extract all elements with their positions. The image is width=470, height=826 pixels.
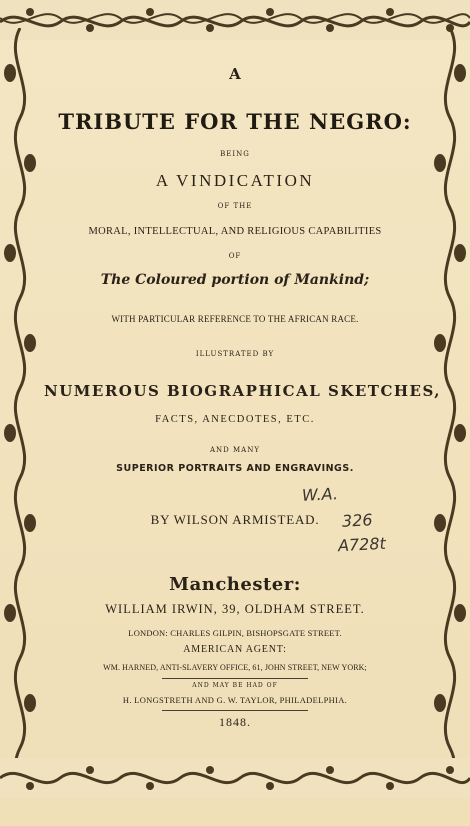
capabilities-line: MORAL, INTELLECTUAL, AND RELIGIOUS CAPABILITIES: [88, 226, 382, 237]
author-line: BY WILSON ARMISTEAD.: [150, 512, 320, 527]
publication-year: 1848.: [219, 715, 251, 729]
right-vine-border: [430, 28, 470, 780]
facts-line: FACTS, ANECDOTES, ETC.: [155, 414, 315, 425]
top-vine-border: [0, 0, 470, 40]
main-title: TRIBUTE FOR THE NEGRO:: [58, 109, 412, 134]
portraits-line: SUPERIOR PORTRAITS AND ENGRAVINGS.: [116, 463, 354, 474]
vindication-line: A VINDICATION: [155, 171, 315, 190]
imprint-london: LONDON: CHARLES GILPIN, BISHOPSGATE STREET.: [128, 628, 342, 638]
page-bottom-margin: [0, 798, 470, 826]
title-article: A: [229, 65, 241, 83]
divider-rule: [162, 710, 308, 711]
coloured-portion-line: The Coloured portion of Mankind;: [100, 272, 370, 288]
imprint-city: Manchester:: [169, 574, 301, 595]
american-agent-heading: AMERICAN AGENT:: [183, 644, 287, 655]
may-be-had-line: AND MAY BE HAD OF: [192, 682, 278, 689]
handwritten-note: A728t: [337, 533, 387, 556]
handwritten-note: 326: [341, 510, 374, 531]
imprint-publisher: WILLIAM IRWIN, 39, OLDHAM STREET.: [105, 602, 365, 616]
title-content: [44, 40, 442, 780]
handwritten-note: W.A.: [301, 484, 339, 505]
sketches-line: NUMEROUS BIOGRAPHICAL SKETCHES,: [44, 382, 442, 400]
divider-rule: [162, 678, 308, 679]
of-line: OF: [228, 252, 242, 260]
of-the-line: OF THE: [217, 202, 253, 210]
left-vine-border: [0, 28, 40, 780]
illustrated-by-line: ILLUSTRATED BY: [195, 350, 275, 358]
philadelphia-line: H. LONGSTRETH AND G. W. TAYLOR, PHILADELPHIA.: [122, 695, 348, 705]
and-many-line: AND MANY: [210, 446, 260, 454]
being-line: BEING: [220, 150, 250, 158]
particular-reference-line: WITH PARTICULAR REFERENCE TO THE AFRICAN RACE.: [111, 314, 359, 324]
american-agent-line: WM. HARNED, ANTI-SLAVERY OFFICE, 61, JOHN STREET, NEW YORK;: [103, 663, 367, 672]
